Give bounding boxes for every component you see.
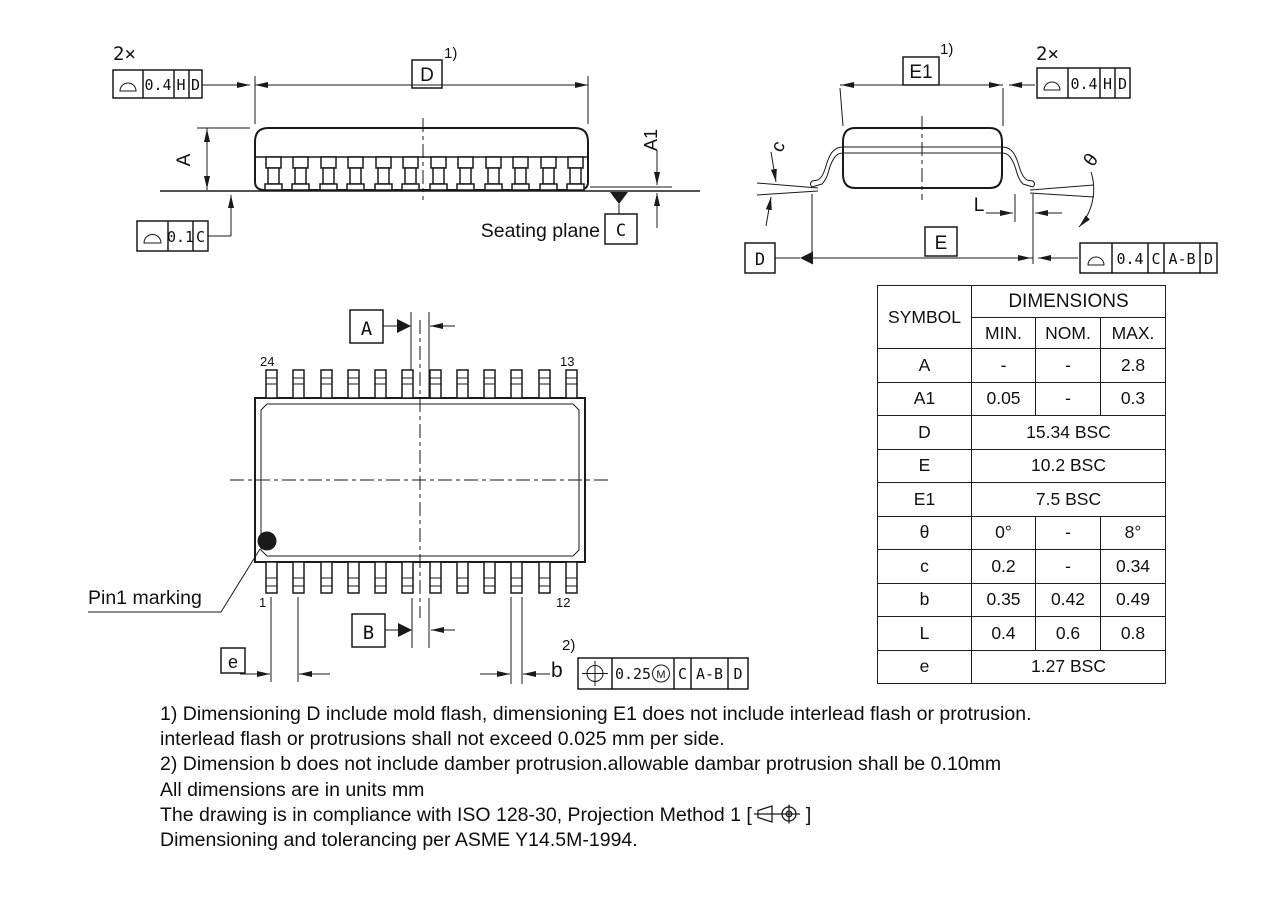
gdt-frame-position [578, 658, 748, 689]
cell-span-value: 10.2 BSC [972, 449, 1166, 483]
surface-profile-icon [120, 83, 136, 91]
table-header-nom: NOM. [1036, 318, 1101, 349]
dimensions-table [877, 285, 1166, 684]
cell-max: 0.49 [1101, 583, 1166, 617]
datum-c-label: C [615, 221, 627, 241]
pin-number-1: 1 [259, 595, 267, 610]
cell-min: 0° [972, 516, 1036, 550]
cell-max: 0.3 [1101, 382, 1166, 416]
dim-e1 [840, 41, 1003, 126]
dim-e [745, 194, 1033, 273]
frame-datum: C [195, 228, 206, 246]
top-view [88, 310, 748, 689]
cell-min: 0.4 [972, 617, 1036, 651]
pin-number-24: 24 [260, 354, 275, 369]
dim-b [480, 597, 575, 684]
dim-d-label: D [420, 65, 434, 86]
pin1-marking-label: Pin1 marking [88, 587, 202, 609]
pin-number-12: 12 [556, 595, 571, 610]
pin-number-13: 13 [560, 354, 575, 369]
note-line-5-text: The drawing is in compliance with ISO 128-30, Projection Method 1 [ [160, 803, 752, 826]
datum-a-label: A [360, 318, 373, 340]
mmc-modifier-label: M [656, 669, 666, 681]
gdt-frame-end-top [1009, 68, 1130, 98]
cell-symbol: E1 [878, 483, 972, 517]
cell-nom: 0.6 [1036, 617, 1101, 651]
frame-datum: D [1117, 75, 1128, 93]
dim-theta-label: θ [1079, 149, 1104, 171]
frame-tolerance: 0.1 [166, 228, 195, 246]
datum-triangle-icon [800, 252, 813, 265]
cell-symbol: D [878, 416, 972, 450]
note-line-1: 1) Dimensioning D include mold flash, dimensioning E1 does not include interlead flash or protrusion. [160, 703, 1032, 725]
cell-symbol: e [878, 650, 972, 684]
dim-a1-label: A1 [641, 128, 661, 152]
projection-method-icon [754, 803, 804, 825]
dim-e1-label: E1 [909, 62, 933, 83]
table-row [878, 416, 1166, 450]
end-qty-label: 2× [1036, 43, 1059, 65]
cell-max: 0.8 [1101, 617, 1166, 651]
cell-symbol: b [878, 583, 972, 617]
dim-a [174, 128, 250, 190]
dim-b-label: b [551, 659, 563, 682]
cell-nom: - [1036, 382, 1101, 416]
frame-datum: H [176, 76, 186, 94]
dim-e1-note-ref: 1) [940, 41, 954, 58]
table-row [878, 349, 1166, 383]
dim-l-label: L [973, 195, 985, 216]
table-row [878, 382, 1166, 416]
frame-tolerance: 0.25 [614, 665, 652, 683]
datum-d-label: D [754, 250, 766, 270]
table-header-symbol: SYMBOL [878, 286, 972, 349]
gdt-frame-side-bottom [137, 195, 231, 251]
dim-e-pitch [221, 597, 330, 682]
cell-max: 8° [1101, 516, 1166, 550]
surface-profile-icon [144, 235, 161, 244]
cell-symbol: A [878, 349, 972, 383]
side-view-package-body [255, 118, 588, 200]
dim-b-note-ref: 2) [562, 637, 576, 654]
position-icon [582, 661, 608, 686]
end-view [745, 41, 1217, 273]
note-line-5-close: ] [805, 803, 812, 826]
frame-datum: D [733, 665, 743, 683]
note-line-4: All dimensions are in units mm [160, 778, 425, 801]
cell-min: 0.35 [972, 583, 1036, 617]
datum-triangle-icon [397, 319, 411, 333]
cell-min: 0.05 [972, 382, 1036, 416]
side-view [113, 43, 700, 251]
top-row-pins [266, 370, 577, 398]
frame-datum: D [190, 76, 201, 94]
gdt-frame-side-top [113, 70, 250, 98]
gdt-frame-end-bottom [1038, 243, 1217, 273]
dim-c [757, 138, 818, 226]
dim-c-label: c [767, 138, 791, 156]
table-row [878, 583, 1166, 617]
frame-datum: H [1102, 75, 1113, 93]
cell-span-value: 7.5 BSC [972, 483, 1166, 517]
datum-triangle-icon [398, 623, 412, 637]
cell-min: - [972, 349, 1036, 383]
note-line-5 [160, 803, 1190, 828]
cell-max: 2.8 [1101, 349, 1166, 383]
datum-b-label: B [362, 622, 375, 644]
frame-tolerance: 0.4 [144, 76, 172, 94]
cell-symbol: L [878, 617, 972, 651]
frame-datum: D [1203, 250, 1214, 268]
table-header-min: MIN. [972, 318, 1036, 349]
cell-min: 0.2 [972, 550, 1036, 584]
top-view-package-body [230, 320, 612, 618]
table-row [878, 449, 1166, 483]
datum-b [352, 598, 455, 648]
dim-l [974, 194, 1062, 222]
frame-datum: A-B [695, 665, 724, 683]
table-row [878, 650, 1166, 684]
dim-e-pitch-label: e [227, 652, 239, 672]
pin1-marking-dot [258, 532, 277, 551]
bottom-row-pins [266, 562, 577, 593]
dim-d-note-ref: 1) [444, 45, 458, 62]
seating-plane-label: Seating plane [480, 220, 600, 242]
cell-symbol: E [878, 449, 972, 483]
table-row [878, 483, 1166, 517]
end-view-package-body [811, 116, 1035, 200]
table-header-dimensions: DIMENSIONS [972, 286, 1166, 318]
datum-triangle-icon [610, 192, 628, 204]
frame-datum: C [1151, 250, 1161, 268]
dim-a-label: A [174, 153, 195, 167]
cell-span-value: 1.27 BSC [972, 650, 1166, 684]
table-row [878, 550, 1166, 584]
table-row [878, 516, 1166, 550]
note-line-2: interlead flash or protrusions shall not exceed 0.025 mm per side. [160, 728, 725, 751]
pin1-callout [88, 549, 260, 612]
cell-max: 0.34 [1101, 550, 1166, 584]
frame-datum: C [677, 665, 688, 683]
cell-nom: - [1036, 349, 1101, 383]
dim-e-label: E [934, 233, 948, 254]
side-qty-label: 2× [113, 43, 136, 65]
table-row [878, 617, 1166, 651]
cell-symbol: A1 [878, 382, 972, 416]
drawing-notes [160, 702, 1190, 853]
frame-tolerance: 0.4 [1116, 250, 1144, 268]
cell-symbol: c [878, 550, 972, 584]
cell-nom: - [1036, 516, 1101, 550]
surface-profile-icon [1088, 257, 1104, 265]
note-line-3: 2) Dimension b does not include damber protrusion.allowable dambar protrusion shall be 0.10mm [160, 753, 1002, 776]
note-line-6: Dimensioning and tolerancing per ASME Y14.5M-1994. [160, 829, 638, 852]
frame-tolerance: 0.4 [1070, 75, 1098, 93]
dim-theta [1030, 150, 1103, 227]
table-header-max: MAX. [1101, 318, 1166, 349]
dim-d [255, 45, 588, 124]
cell-nom: - [1036, 550, 1101, 584]
cell-symbol: θ [878, 516, 972, 550]
cell-nom: 0.42 [1036, 583, 1101, 617]
surface-profile-icon [1044, 82, 1060, 90]
frame-datum: A-B [1168, 250, 1196, 268]
cell-span-value: 15.34 BSC [972, 416, 1166, 450]
